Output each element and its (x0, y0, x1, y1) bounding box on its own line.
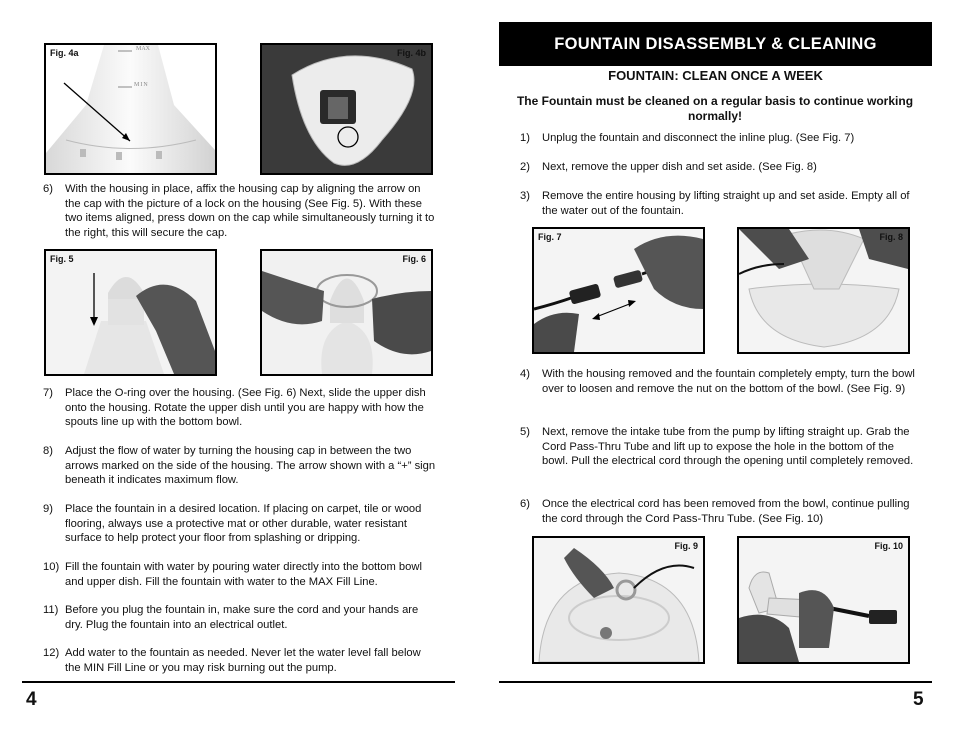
step-text: Place the fountain in a desired location. If placing on carpet, tile or wood flooring, always use a protective mat or other durable, water resistant surface to help protect your floor from splashing or dripping. (65, 503, 422, 545)
step-number: 5) (520, 426, 530, 438)
step-text: Adjust the flow of water by turning the housing cap in between the two arrows marked on the side of the housing. The arrow shown with a “+” sign beneath it indicates maximum flow. (65, 445, 436, 487)
figure-7 (532, 227, 705, 354)
step-number: 6) (520, 498, 530, 510)
figure-6-label: Fig. 6 (402, 254, 426, 264)
step-text: Once the electrical cord has been removed from the bowl, continue pulling the cord through the Cord Pass-Thru Tube. (See Fig. 10) (542, 498, 910, 525)
figure-6 (260, 249, 433, 376)
step-text: Add water to the fountain as needed. Never let the water level fall below the MIN Fill Line or you may risk burning out the pump. (65, 647, 421, 674)
figure-4a (44, 43, 217, 175)
step-number: 6) (43, 183, 53, 195)
step-text: Fill the fountain with water by pouring water directly into the bottom bowl and upper dish. Fill the fountain with water to the MAX Fill Line. (65, 561, 422, 588)
section-title: FOUNTAIN DISASSEMBLY & CLEANING (499, 22, 932, 66)
step-number: 7) (43, 387, 53, 399)
step-number: 3) (520, 190, 530, 202)
step-text: Remove the entire housing by lifting straight up and set aside. Empty all of the water out of the fountain. (542, 190, 910, 217)
housing-cap-photo (46, 251, 215, 374)
step-text: Place the O-ring over the housing. (See Fig. 6) Next, slide the upper dish onto the housing. Rotate the upper dish until you are happy with how the spouts line up with the bottom bowl. (65, 387, 426, 429)
inline-plug-photo (534, 229, 703, 352)
figure-5-label: Fig. 5 (50, 254, 74, 264)
figure-10 (737, 536, 910, 664)
figure-4b-label: Fig. 4b (397, 48, 426, 58)
section-subtitle: FOUNTAIN: CLEAN ONCE A WEEK (608, 68, 823, 83)
figure-10-label: Fig. 10 (874, 541, 903, 551)
left-footer-rule (22, 681, 455, 683)
step-number: 11) (43, 604, 59, 616)
step-text: Next, remove the upper dish and set aside. (See Fig. 8) (542, 161, 817, 173)
max-fill-mark: MAX (136, 46, 151, 52)
step-text: Before you plug the fountain in, make sure the cord and your hands are dry. Plug the fountain into an electrical outlet. (65, 604, 419, 631)
right-footer-rule (499, 681, 932, 683)
right-page-number: 5 (913, 689, 924, 710)
cord-pass-thru-tube-photo (739, 538, 908, 662)
step-text: With the housing in place, affix the housing cap by aligning the arrow on the cap with the picture of a lock on the housing (See Fig. 5). With these two items aligned, press down on the cap while simultaneously turning it to the right, this will secure the cap. (65, 183, 435, 239)
step-text: Unplug the fountain and disconnect the inline plug. (See Fig. 7) (542, 132, 855, 144)
step-number: 2) (520, 161, 530, 173)
step-number: 12) (43, 647, 60, 659)
figure-4b (260, 43, 433, 175)
min-fill-mark: MIN (134, 82, 149, 88)
housing-photo (46, 45, 215, 173)
cleaning-warning: The Fountain must be cleaned on a regular basis to continue working normally! (516, 94, 914, 123)
upper-dish-underside-photo (262, 45, 431, 173)
figure-8-label: Fig. 8 (879, 232, 903, 242)
step-text: Next, remove the intake tube from the pump by lifting straight up. Grab the Cord Pass-Thru Tube and lift up to expose the hole in the bottom of the bowl. Pull the electrical cord through the opening until completely removed. (542, 426, 914, 468)
step-number: 9) (43, 503, 53, 515)
step-number: 1) (520, 132, 530, 144)
figure-9-label: Fig. 9 (674, 541, 698, 551)
step-number: 4) (520, 368, 530, 380)
step-text: With the housing removed and the fountain completely empty, turn the bowl over to loosen and remove the nut on the bottom of the bowl. (See Fig. 9) (542, 368, 915, 395)
figure-4a-label: Fig. 4a (50, 48, 79, 58)
figure-8 (737, 227, 910, 354)
step-number: 8) (43, 445, 53, 457)
upper-dish-removal-photo (739, 229, 908, 352)
o-ring-photo (262, 251, 431, 374)
figure-9 (532, 536, 705, 664)
bowl-underside-photo (534, 538, 703, 662)
figure-7-label: Fig. 7 (538, 232, 562, 242)
left-page-number: 4 (26, 689, 37, 710)
step-number: 10) (43, 561, 60, 573)
figure-5 (44, 249, 217, 376)
